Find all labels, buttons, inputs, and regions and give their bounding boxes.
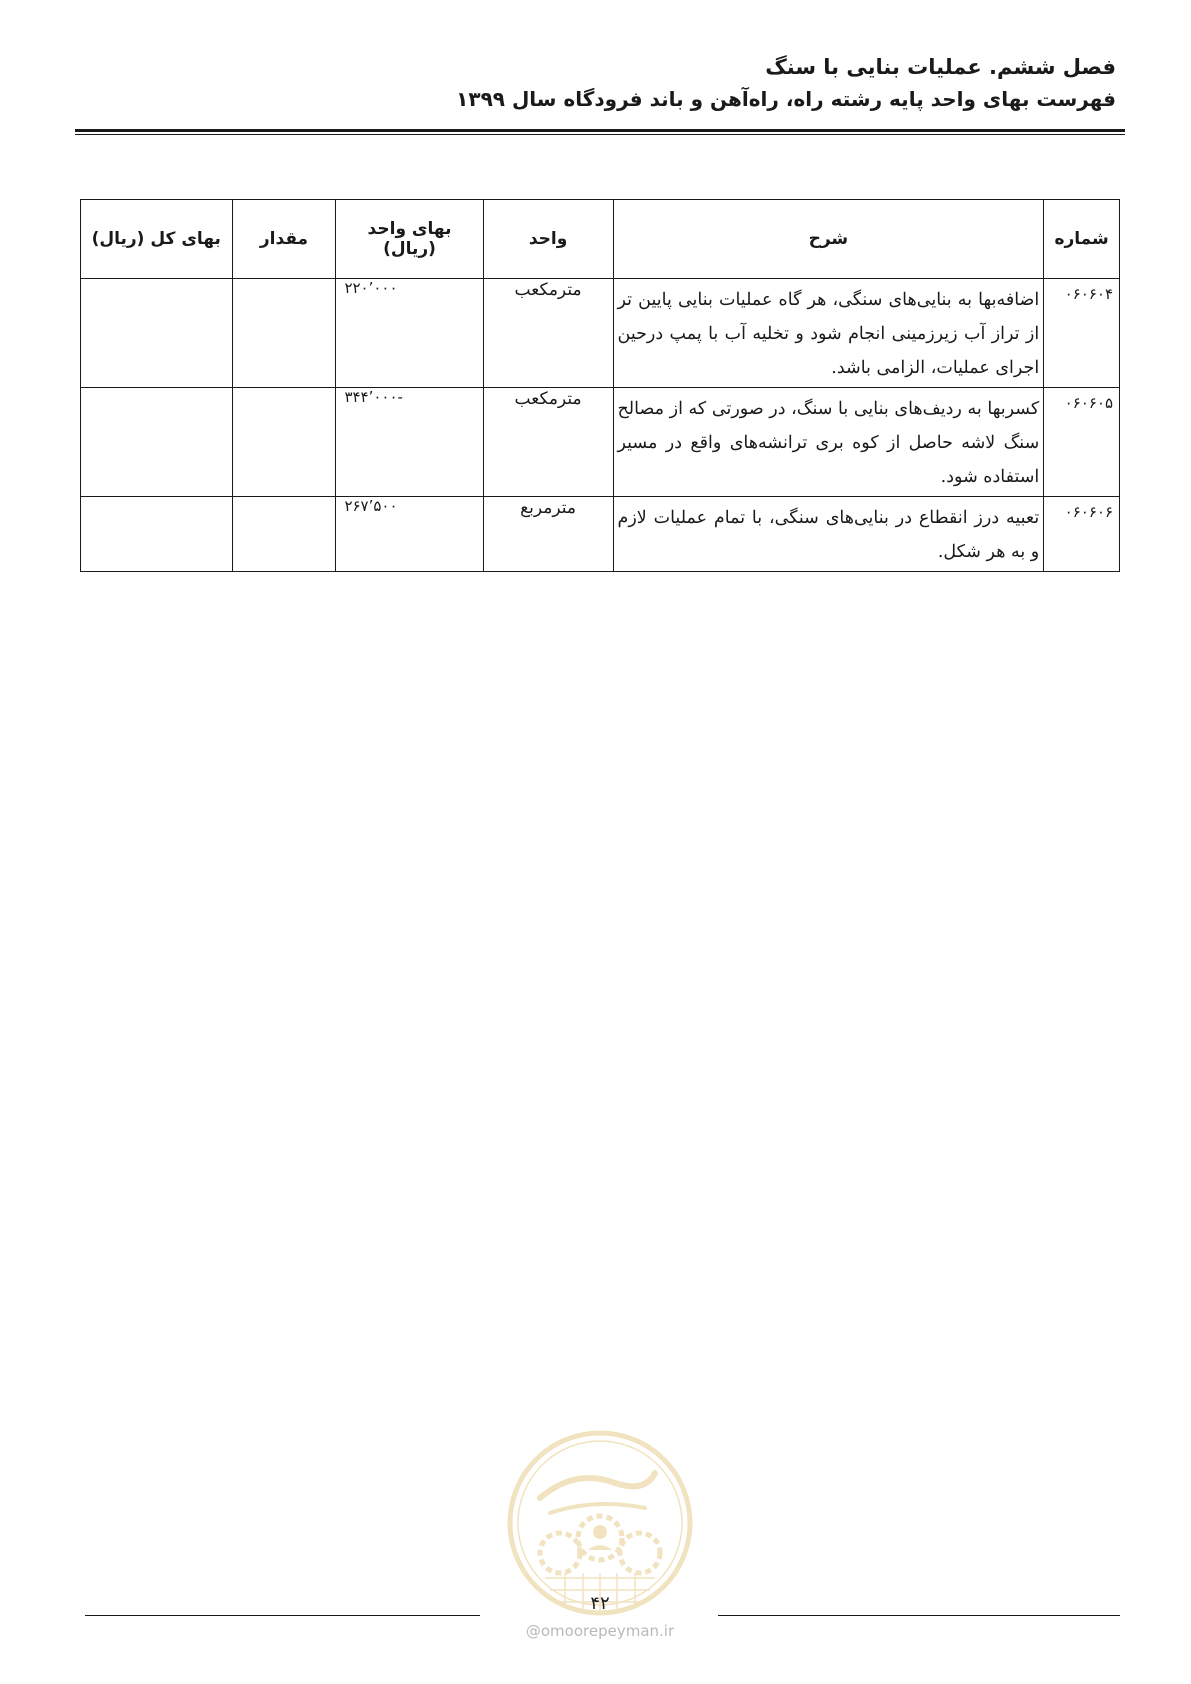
row-description: تعبیه درز انقطاع در بنایی‌های سنگی، با تمام عملیات لازم و به هر شکل.	[613, 497, 1044, 572]
footer-rule	[718, 1615, 1120, 1616]
watermark-logo-icon	[505, 1428, 695, 1618]
row-description: کسربها به ردیف‌های بنایی با سنگ، در صورتی که از مصالح سنگ لاشه حاصل از کوه بری ترانشه‌های واقع در مسیر استفاده شود.	[613, 388, 1044, 497]
row-unit-price: ۲۲۰٬۰۰۰	[336, 279, 483, 388]
price-table	[80, 199, 1120, 572]
page-number: ۴۲	[590, 1593, 610, 1614]
footer-rule	[85, 1615, 480, 1616]
row-total	[81, 279, 233, 388]
row-total	[81, 388, 233, 497]
row-quantity	[232, 279, 336, 388]
document-title: فهرست بهای واحد پایه رشته راه، راه‌آهن و باند فرودگاه سال ۱۳۹۹	[456, 87, 1116, 111]
watermark-url: @omoorepeyman.ir	[525, 1622, 675, 1640]
header-rule-thin	[75, 134, 1125, 135]
row-unit: مترمکعب	[483, 388, 613, 497]
header-rule	[75, 129, 1125, 132]
header-total-price: بهای کل (ریال)	[81, 200, 233, 279]
row-unit-price: ۲۶۷٬۵۰۰	[336, 497, 483, 572]
header-unit-price-label: بهای واحد	[367, 219, 452, 239]
row-unit: مترمربع	[483, 497, 613, 572]
header-quantity: مقدار	[232, 200, 336, 279]
row-unit: مترمکعب	[483, 279, 613, 388]
row-quantity	[232, 388, 336, 497]
table-row	[81, 279, 1120, 388]
header-unit-price	[336, 200, 483, 279]
row-unit-price: -۳۴۴٬۰۰۰	[336, 388, 483, 497]
row-code: ۰۶۰۶۰۵	[1044, 388, 1120, 497]
header-description: شرح	[613, 200, 1044, 279]
chapter-title: فصل ششم. عملیات بنایی با سنگ	[765, 55, 1116, 79]
header-code: شماره	[1044, 200, 1120, 279]
row-quantity	[232, 497, 336, 572]
header-unit: واحد	[483, 200, 613, 279]
table-header-row	[81, 200, 1120, 279]
row-description: اضافه‌بها به بنایی‌های سنگی، هر گاه عملیات بنایی پایین تر از تراز آب زیرزمینی انجام شود و تخلیه آب با پمپ درحین اجرای عملیات، الزامی باشد.	[613, 279, 1044, 388]
header-unit-price-currency: (ریال)	[383, 239, 436, 259]
table-row	[81, 388, 1120, 497]
row-code: ۰۶۰۶۰۶	[1044, 497, 1120, 572]
row-code: ۰۶۰۶۰۴	[1044, 279, 1120, 388]
page-header	[66, 52, 1116, 114]
table-row	[81, 497, 1120, 572]
row-total	[81, 497, 233, 572]
